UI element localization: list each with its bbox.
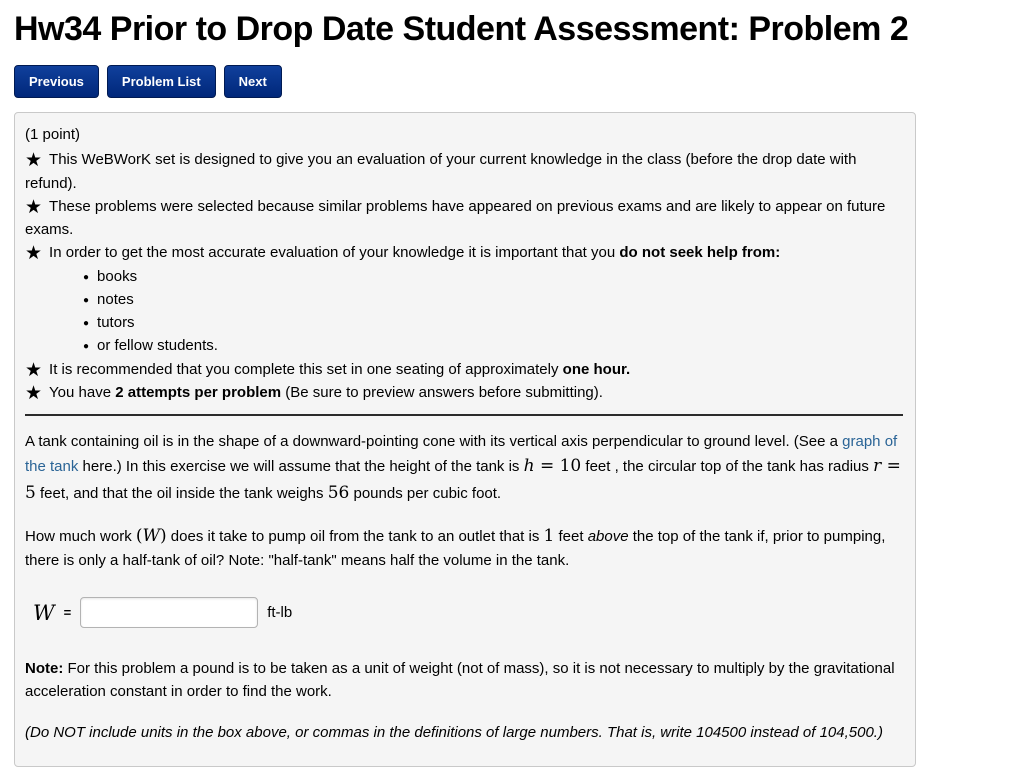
points-label: (1 point)	[25, 126, 81, 143]
emphasis-above: above	[587, 527, 629, 545]
note-label: Note:	[25, 660, 64, 678]
statement-text: A tank containing oil is in the shape of a downward-pointing cone with its vertical axis perpendicular to ground level. (See a	[25, 433, 843, 450]
instruction-item-1	[25, 148, 903, 195]
list-item-text: tutors	[97, 314, 135, 331]
statement-text: the top of the tank if, prior to pumping, there is only a half-tank of oil? Note: "half-tank" means half the volume in the tank.	[25, 527, 886, 570]
star-icon: ★	[25, 382, 43, 404]
list-item-text: books	[97, 267, 138, 285]
bullet-icon: ●	[83, 271, 90, 283]
list-item-fellow-students	[83, 334, 903, 357]
instruction-text-1: This WeBWorK set is designed to give you an evaluation of your current knowledge in the class (before the drop date with refund).	[25, 151, 857, 192]
math-answer-variable: W	[33, 600, 55, 625]
next-button[interactable]: Next	[224, 65, 282, 98]
statement-text: here.) In this exercise we will assume that the height of the tank is	[78, 458, 524, 476]
bullet-icon: ●	[83, 294, 90, 306]
instruction-text-5: You have	[49, 383, 116, 401]
math-outlet-height: 1	[543, 525, 555, 546]
instruction-item-4	[25, 358, 903, 381]
list-item-text: or fellow students.	[97, 337, 218, 355]
note-paragraph	[25, 657, 903, 704]
statement-text: feet, and that the oil inside the tank weighs	[35, 484, 328, 502]
instruction-item-5	[25, 381, 903, 404]
answer-input[interactable]	[80, 597, 258, 628]
problem-navigation	[14, 65, 1024, 98]
answer-row	[33, 597, 903, 630]
note-text: For this problem a pound is to be taken as a unit of weight (not of mass), so it is not necessary to multiply by the gravitational acceleration constant in order to find the work.	[25, 660, 895, 701]
instruction-text-5-after: (Be sure to preview answers before submitting).	[281, 383, 603, 401]
instruction-item-2	[25, 195, 903, 242]
list-item-books	[83, 265, 903, 288]
page-title: Hw34 Prior to Drop Date Student Assessment: Problem 2	[14, 10, 909, 48]
answer-unit-label: ft-lb	[267, 604, 293, 622]
bullet-icon: ●	[83, 318, 90, 329]
star-icon: ★	[25, 196, 43, 218]
instruction-text-4: It is recommended that you complete this set in one seating of approximately	[49, 360, 563, 378]
statement-text: How much work	[25, 527, 136, 545]
equals-sign: =	[63, 604, 72, 620]
instruction-text-3-bold: do not seek help from:	[619, 244, 781, 262]
statement-text: pounds per cubic foot.	[349, 484, 502, 502]
statement-text: feet , the circular top of the tank has radius	[581, 458, 874, 476]
list-item-text: notes	[97, 290, 134, 308]
list-item-tutors	[83, 311, 903, 334]
problem-statement-1	[25, 430, 903, 506]
statement-text: does it take to pump oil from the tank to an outlet that is	[166, 527, 544, 545]
statement-text: feet	[554, 527, 588, 545]
problem-statement-2	[25, 523, 903, 573]
divider	[25, 414, 903, 416]
star-icon: ★	[25, 150, 43, 172]
star-icon: ★	[25, 359, 43, 381]
math-height-equation: h = 10	[523, 456, 582, 477]
instruction-text-4-bold: one hour.	[562, 360, 631, 378]
instruction-text-3: In order to get the most accurate evaluation of your knowledge it is important that you	[49, 244, 620, 262]
footnote-paragraph: (Do NOT include units in the box above, or commas in the definitions of large numbers. That is, write 104500 instead of 104,500.)	[25, 723, 883, 741]
do-not-seek-help-list	[25, 265, 903, 358]
problem-panel	[14, 112, 916, 767]
list-item-notes	[83, 288, 903, 311]
problem-list-button[interactable]: Problem List	[107, 65, 216, 98]
math-work-symbol: (W)	[135, 525, 167, 546]
instruction-item-3	[25, 241, 903, 264]
graph-of-tank-link[interactable]: graph of the tank	[25, 433, 898, 476]
instruction-text-2: These problems were selected because similar problems have appeared on previous exams and are likely to appear on future exams.	[25, 197, 886, 238]
math-radius-equation: r = 5	[25, 456, 901, 503]
math-density-value: 56	[327, 482, 350, 503]
star-icon: ★	[25, 243, 43, 265]
instruction-text-5-bold: 2 attempts per problem	[115, 383, 282, 401]
bullet-icon: ●	[83, 341, 90, 353]
previous-button[interactable]: Previous	[14, 65, 99, 98]
